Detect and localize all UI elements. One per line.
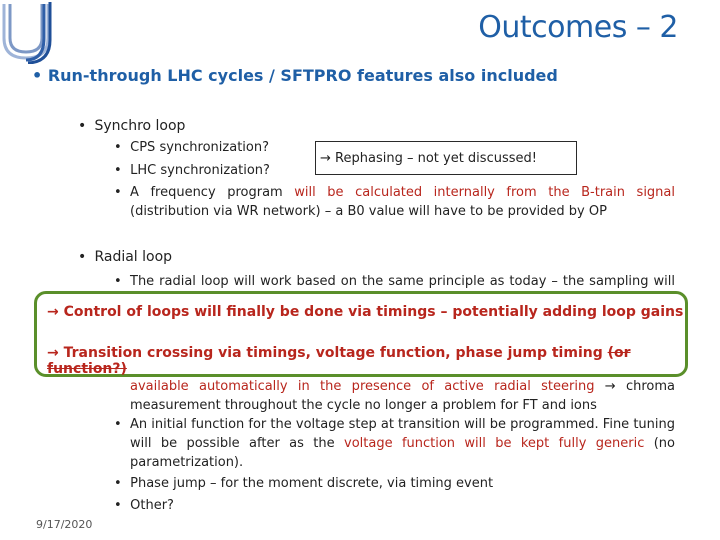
chroma-text-b: → chroma xyxy=(604,379,676,394)
right-arrow-icon: → xyxy=(320,151,331,166)
radial-principle-text: The radial loop will work based on the same principle as today – the sampling will xyxy=(130,274,675,289)
voltage-step-line1: An initial function for the voltage step at transition will be programmed. Fine tuning xyxy=(130,417,675,432)
voltage-step-line2-c: (no xyxy=(653,436,675,451)
frequency-program-text-line2: (distribution via WR network) – a B0 value will have to be provided by OP xyxy=(130,204,607,219)
struck-function-text: (or function?) xyxy=(47,345,631,377)
footer-date: 9/17/2020 xyxy=(36,518,93,531)
voltage-step-line3: parametrization). xyxy=(130,455,244,470)
transition-crossing-text: Transition crossing via timings, voltage function, phase jump timing xyxy=(63,345,608,361)
bullet-dot-icon: • xyxy=(114,140,122,155)
bullet-dot-icon: • xyxy=(78,249,87,265)
bullet-dot-icon: • xyxy=(114,163,122,178)
subtitle-text: Run-through LHC cycles / SFTPRO features also included xyxy=(47,66,558,85)
bullet-dot-icon: • xyxy=(32,66,43,85)
subtitle xyxy=(32,66,558,85)
transition-crossing-line xyxy=(47,345,685,377)
loops-timing-text: Control of loops will finally be done via timings – potentially adding loop gains xyxy=(63,304,684,320)
bullet-dot-icon: • xyxy=(114,417,122,432)
loops-timing-line xyxy=(47,304,683,320)
bullet-dot-icon: • xyxy=(78,118,87,134)
chroma-continuation xyxy=(130,377,675,415)
synchro-loop-label: Synchro loop xyxy=(94,118,186,134)
cps-sync-item xyxy=(114,138,269,157)
voltage-step-line2-a: will be possible after as the xyxy=(130,436,335,451)
synchro-loop-item xyxy=(78,117,185,136)
bullet-dot-icon: • xyxy=(114,498,122,513)
bullet-dot-icon: • xyxy=(114,274,122,289)
cps-sync-text: CPS synchronization? xyxy=(130,140,269,155)
lhc-sync-item xyxy=(114,161,270,180)
frequency-program-text-b: will be calculated internally from the B-train signal xyxy=(294,185,675,200)
right-arrow-icon: → xyxy=(47,345,59,361)
chroma-text-a: available automatically in the presence of active radial steering xyxy=(130,379,595,394)
highlight-box xyxy=(34,291,688,377)
other-item xyxy=(114,496,174,515)
rephasing-text: Rephasing – not yet discussed! xyxy=(335,151,537,166)
page-title: Outcomes – 2 xyxy=(478,10,678,45)
chroma-text-line2: measurement throughout the cycle no longer a problem for FT and ions xyxy=(130,398,597,413)
frequency-program-text-a: A frequency program xyxy=(130,185,283,200)
logo-icon xyxy=(0,0,62,64)
phase-jump-text: Phase jump – for the moment discrete, via timing event xyxy=(130,476,494,491)
radial-loop-label: Radial loop xyxy=(94,249,173,265)
phase-jump-item xyxy=(114,474,493,493)
bullet-dot-icon: • xyxy=(114,185,122,200)
frequency-program-item xyxy=(114,183,675,221)
lhc-sync-text: LHC synchronization? xyxy=(130,163,270,178)
other-text: Other? xyxy=(130,498,174,513)
radial-principle-item xyxy=(114,272,675,291)
rephasing-callout xyxy=(315,141,577,175)
radial-loop-item xyxy=(78,248,172,267)
bullet-dot-icon: • xyxy=(114,476,122,491)
right-arrow-icon: → xyxy=(47,304,59,320)
voltage-step-line2-b: voltage function will be kept fully generic xyxy=(344,436,645,451)
voltage-step-item xyxy=(114,415,675,472)
